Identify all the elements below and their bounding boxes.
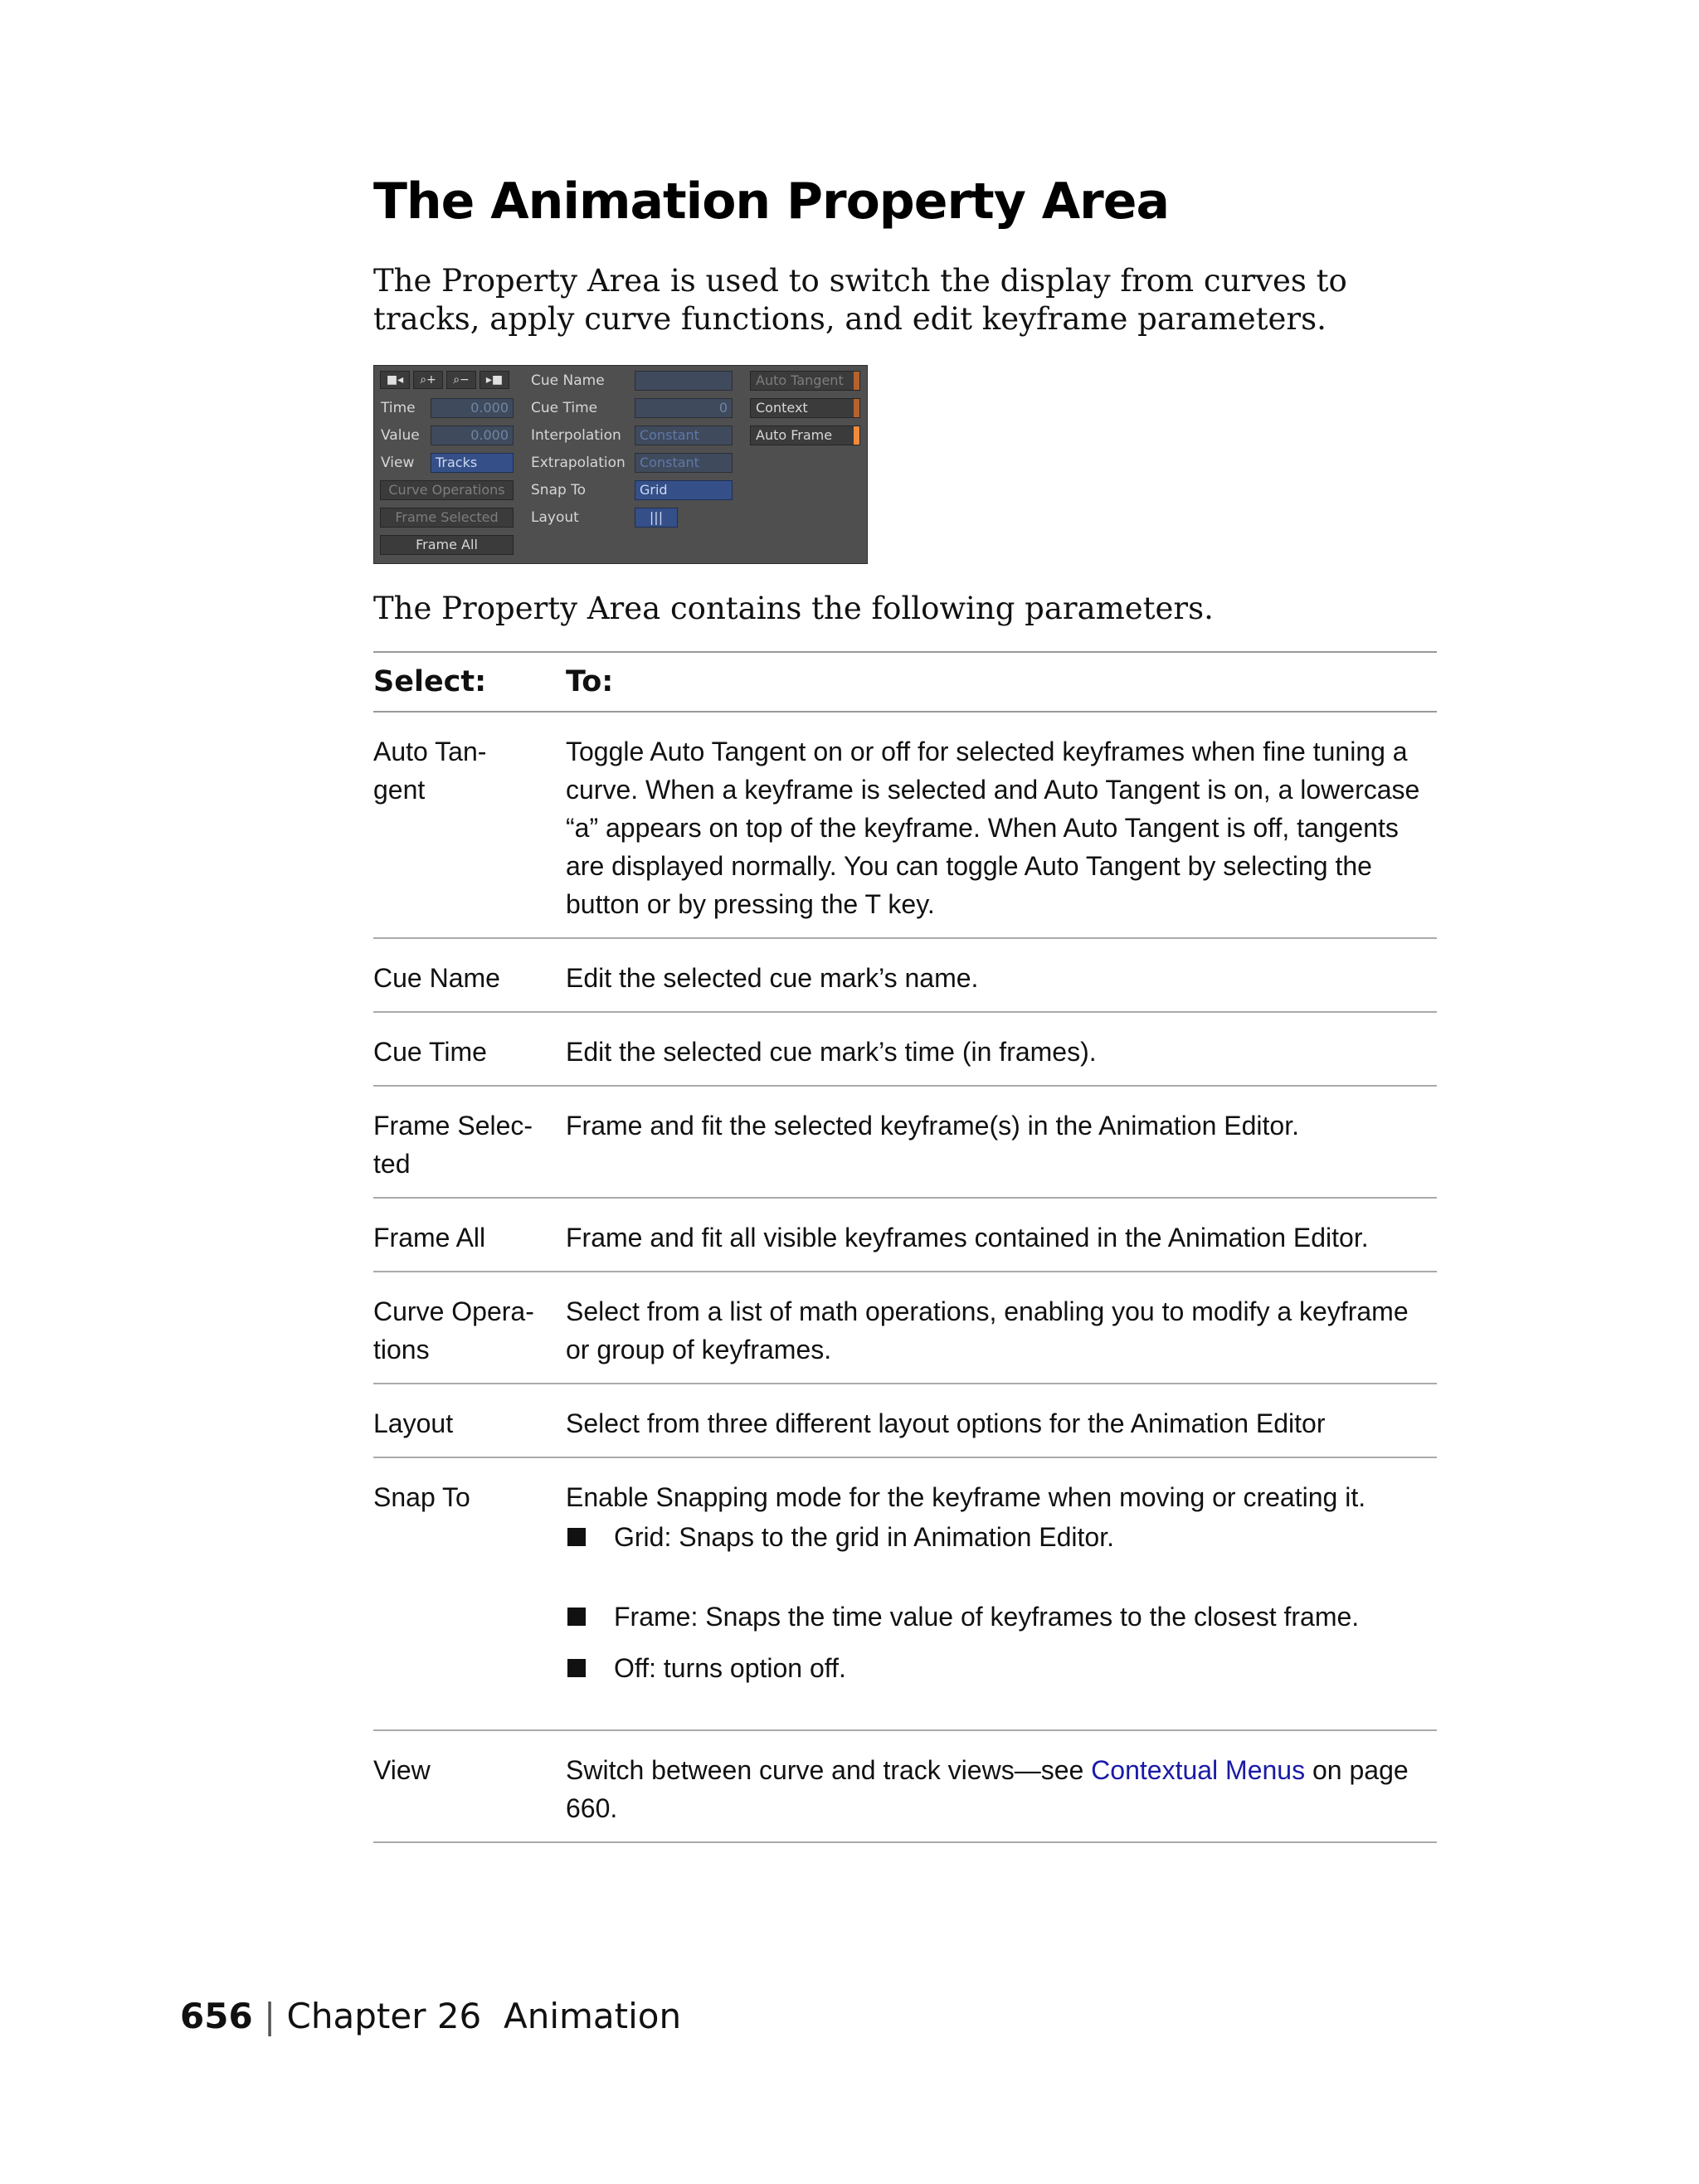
- layout-label: Layout: [531, 509, 579, 526]
- table-row: [373, 1198, 1437, 1272]
- table-row: [373, 1384, 1437, 1457]
- footer-separator: |: [264, 1996, 276, 2036]
- param-description: Toggle Auto Tangent on or off for selected keyframes when fine tuning a curve. When a keyframe is selected and Auto Tangent is on, a lowercase “a” appears on top of the keyframe. When Auto Tangent is off, tangents are displayed normally. You can toggle Auto Tangent by selecting the button or by pressing the T key.: [566, 712, 1437, 938]
- view-label: View: [381, 455, 415, 471]
- param-description-suffix: on page 660.: [566, 1755, 1409, 1823]
- param-name: Frame All: [373, 1198, 566, 1272]
- param-description: Select from three different layout options for the Animation Editor: [566, 1384, 1437, 1457]
- cue-time-field[interactable]: 0: [635, 398, 733, 418]
- param-description-cell: [566, 1730, 1437, 1842]
- param-name: Cue Time: [373, 1012, 566, 1086]
- section-heading: The Animation Property Area: [373, 173, 1169, 231]
- context-toggle[interactable]: Context: [750, 398, 860, 418]
- extrapolation-label: Extrapolation: [531, 455, 626, 471]
- layout-icon[interactable]: |||: [635, 508, 678, 528]
- zoom-in-icon[interactable]: ⌕+: [413, 371, 443, 389]
- table-header-row: [373, 652, 1437, 712]
- contextual-menus-link[interactable]: Contextual Menus: [1091, 1755, 1306, 1785]
- param-description: Edit the selected cue mark’s name.: [566, 938, 1437, 1012]
- intro-paragraph: The Property Area is used to switch the display from curves to tracks, apply curve functions, and edit keyframe parameters.: [373, 263, 1347, 337]
- page-footer: [180, 1996, 681, 2036]
- param-description: Frame and fit all visible keyframes contained in the Animation Editor.: [566, 1198, 1437, 1272]
- param-name: Curve Opera- tions: [373, 1272, 566, 1384]
- section-label: Animation: [503, 1996, 682, 2036]
- param-description: Enable Snapping mode for the keyframe when moving or creating it.: [566, 1482, 1366, 1512]
- view-dropdown[interactable]: Tracks: [431, 453, 514, 473]
- interpolation-label: Interpolation: [531, 427, 621, 444]
- param-description-prefix: Switch between curve and track views—see: [566, 1755, 1092, 1785]
- previous-keyframe-icon[interactable]: ■◂: [380, 371, 410, 389]
- snap-to-label: Snap To: [531, 482, 587, 499]
- table-row: [373, 938, 1437, 1012]
- param-name: Snap To: [373, 1457, 566, 1730]
- bullet-item-frame: Frame: Snaps the time value of keyframes to the closest frame.: [566, 1598, 1437, 1636]
- curve-operations-button[interactable]: Curve Operations: [380, 480, 514, 500]
- param-name: View: [373, 1730, 566, 1842]
- param-name: Cue Name: [373, 938, 566, 1012]
- param-description-cell: [566, 1457, 1437, 1730]
- frame-selected-button[interactable]: Frame Selected: [380, 508, 514, 528]
- table-row: [373, 712, 1437, 938]
- cue-name-field[interactable]: [635, 371, 733, 391]
- param-name: Layout: [373, 1384, 566, 1457]
- param-name: Auto Tan- gent: [373, 712, 566, 938]
- table-row: [373, 1730, 1437, 1842]
- extrapolation-dropdown[interactable]: Constant: [635, 453, 733, 473]
- spacer: [566, 1687, 1437, 1715]
- param-description: Select from a list of math operations, enabling you to modify a keyframe or group of keyframes.: [566, 1272, 1437, 1384]
- table-row: [373, 1457, 1437, 1730]
- table-lead-paragraph: The Property Area contains the following parameters.: [373, 591, 1214, 626]
- time-label: Time: [381, 400, 416, 416]
- value-field[interactable]: 0.000: [431, 426, 514, 445]
- table-row: [373, 1272, 1437, 1384]
- snap-to-dropdown[interactable]: Grid: [635, 480, 733, 500]
- page-number: 656: [180, 1996, 253, 2036]
- property-area-panel: [373, 365, 868, 564]
- value-label: Value: [381, 427, 420, 444]
- bullet-item-off: Off: turns option off.: [566, 1649, 1437, 1687]
- cue-time-label: Cue Time: [531, 400, 598, 416]
- param-description: Edit the selected cue mark’s time (in frames).: [566, 1012, 1437, 1086]
- auto-frame-toggle[interactable]: Auto Frame: [750, 426, 860, 445]
- parameters-table: [373, 651, 1437, 1843]
- param-name: Frame Selec- ted: [373, 1086, 566, 1198]
- zoom-out-icon[interactable]: ⌕−: [446, 371, 476, 389]
- interpolation-dropdown[interactable]: Constant: [635, 426, 733, 445]
- column-header-select: Select:: [373, 652, 566, 712]
- bullet-item-grid: Grid: Snaps to the grid in Animation Editor.: [566, 1518, 1437, 1556]
- next-keyframe-icon[interactable]: ▸■: [480, 371, 509, 389]
- cue-name-label: Cue Name: [531, 372, 605, 389]
- table-row: [373, 1086, 1437, 1198]
- frame-all-button[interactable]: Frame All: [380, 535, 514, 555]
- time-field[interactable]: 0.000: [431, 398, 514, 418]
- auto-tangent-toggle[interactable]: Auto Tangent: [750, 371, 860, 391]
- param-description: Frame and fit the selected keyframe(s) in the Animation Editor.: [566, 1086, 1437, 1198]
- chapter-label: Chapter 26: [286, 1996, 482, 2036]
- column-header-to: To:: [566, 652, 1437, 712]
- table-row: [373, 1012, 1437, 1086]
